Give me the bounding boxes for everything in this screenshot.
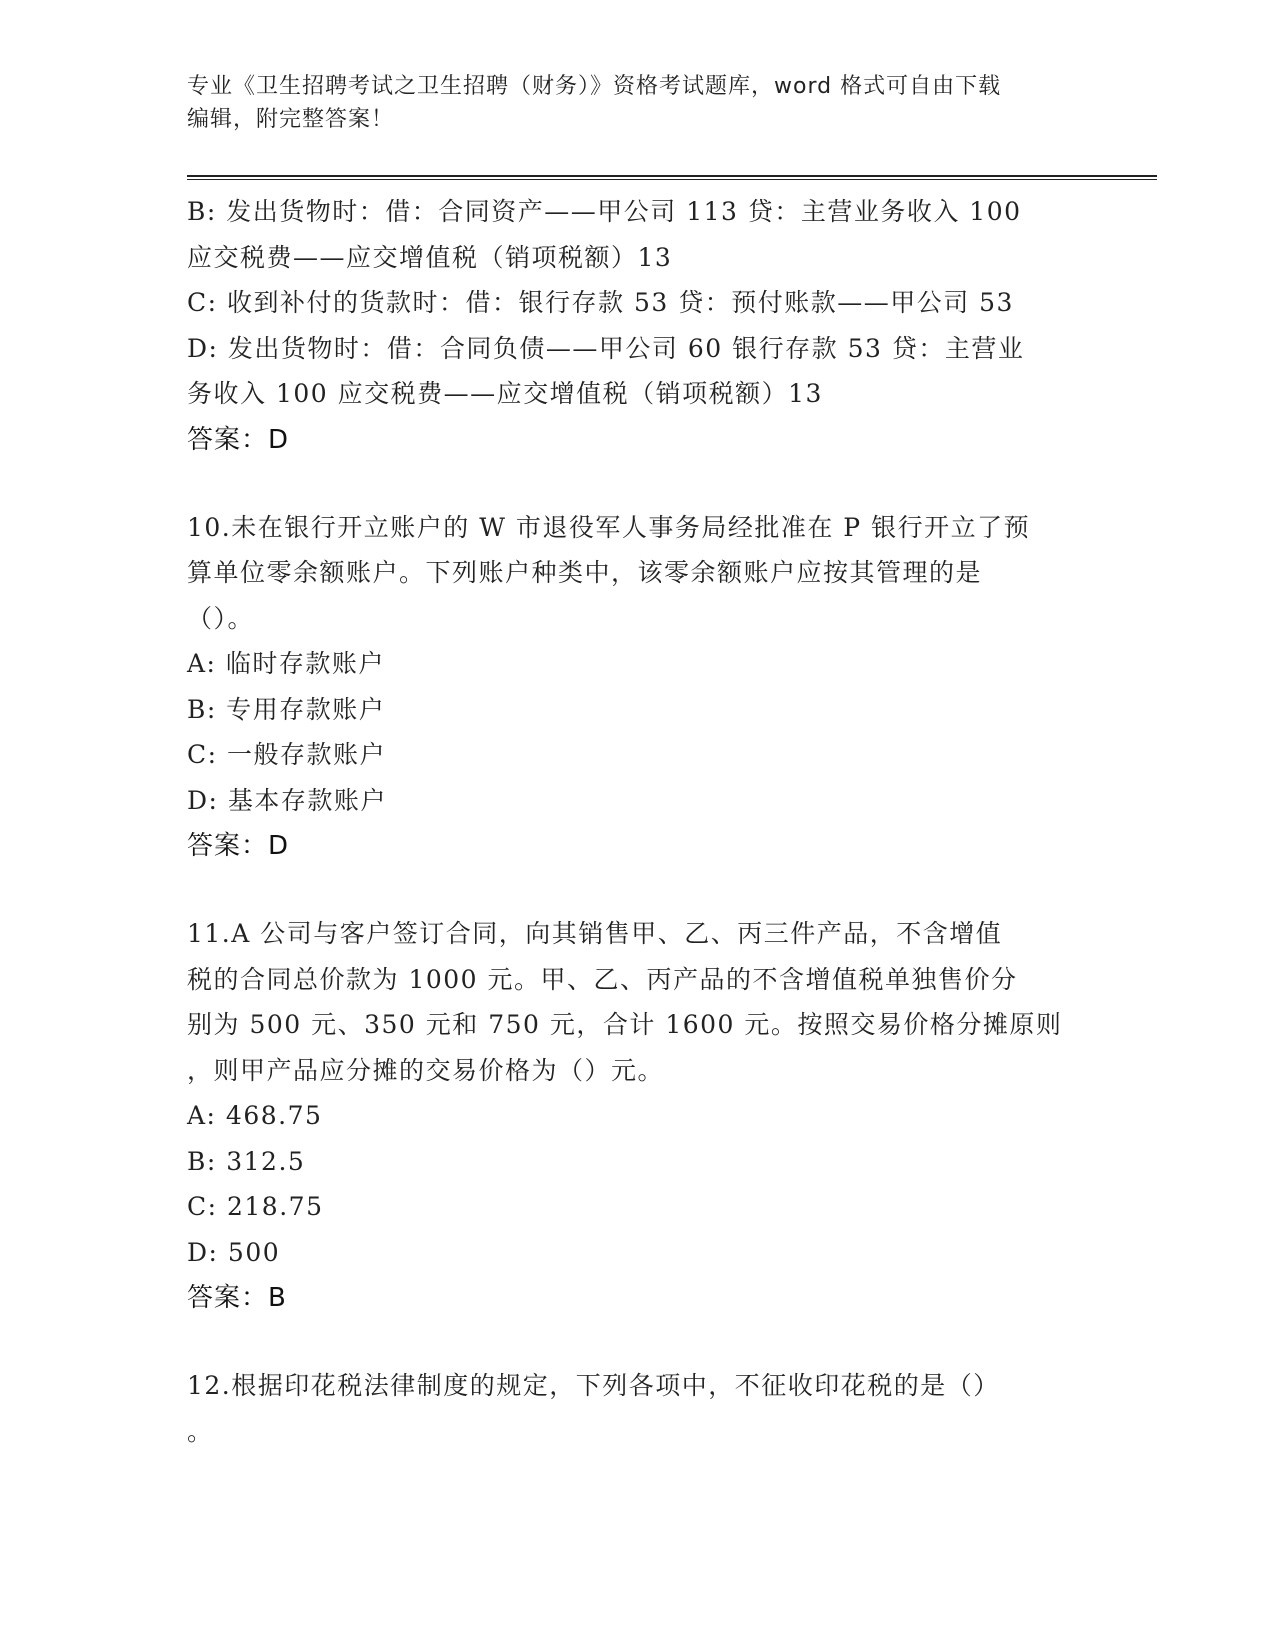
document-header	[187, 70, 1067, 136]
header-divider	[187, 175, 1157, 180]
question-stem-line-2: 税的合同总价款为 1000 元。甲、乙、丙产品的不含增值税单独售价分	[187, 964, 1018, 994]
question-11	[187, 911, 1067, 1321]
option-a: A: 临时存款账户	[187, 649, 385, 678]
option-c: C: 一般存款账户	[187, 740, 386, 769]
option-d-line-1: D: 发出货物时：借：合同负债——甲公司 60 银行存款 53 贷：主营业	[187, 333, 1025, 363]
question-9-tail	[187, 189, 1067, 463]
answer: 答案：B	[187, 1283, 287, 1313]
question-stem-line-1: 11.A 公司与客户签订合同，向其销售甲、乙、丙三件产品，不含增值	[187, 919, 1003, 948]
spacer	[187, 463, 1067, 505]
option-d-line-2: 务收入 100 应交税费——应交增值税（销项税额）13	[187, 379, 823, 408]
question-stem-line-2: 。	[187, 1416, 214, 1446]
header-line-1: 专业《卫生招聘考试之卫生招聘（财务）》资格考试题库，word 格式可自由下载	[187, 74, 1002, 99]
option-c: C: 218.75	[187, 1192, 324, 1221]
question-stem-line-2: 算单位零余额账户。下列账户种类中，该零余额账户应按其管理的是	[187, 558, 983, 587]
option-d: D: 500	[187, 1237, 281, 1267]
answer: 答案：D	[187, 424, 290, 455]
spacer	[187, 1321, 1067, 1363]
question-stem-line-1: 12.根据印花税法律制度的规定，下列各项中，不征收印花税的是（）	[187, 1371, 1000, 1400]
option-a: A: 468.75	[187, 1101, 323, 1130]
spacer	[187, 869, 1067, 911]
option-c: C: 收到补付的货款时：借：银行存款 53 贷：预付账款——甲公司 53	[187, 288, 1014, 317]
answer: 答案：D	[187, 831, 290, 861]
question-10	[187, 505, 1067, 870]
question-stem-line-4: ，则甲产品应分摊的交易价格为（）元。	[187, 1055, 665, 1085]
question-stem-line-3: （）。	[187, 603, 255, 633]
question-stem-line-1: 10.未在银行开立账户的 W 市退役军人事务局经批准在 P 银行开立了预	[187, 512, 1031, 542]
question-stem-line-3: 别为 500 元、350 元和 750 元，合计 1600 元。按照交易价格分摊原则	[187, 1010, 1063, 1039]
question-12	[187, 1363, 1067, 1454]
option-b: B: 312.5	[187, 1146, 306, 1176]
header-line-2: 编辑，附完整答案！	[187, 107, 395, 132]
option-b-line-1: B: 发出货物时：借：合同资产——甲公司 113 贷：主营业务收入 100	[187, 197, 1022, 226]
option-d: D: 基本存款账户	[187, 785, 387, 815]
option-b: B: 专用存款账户	[187, 694, 386, 724]
option-b-line-2: 应交税费——应交增值税（销项税额）13	[187, 242, 673, 272]
question-content	[187, 189, 1067, 1454]
